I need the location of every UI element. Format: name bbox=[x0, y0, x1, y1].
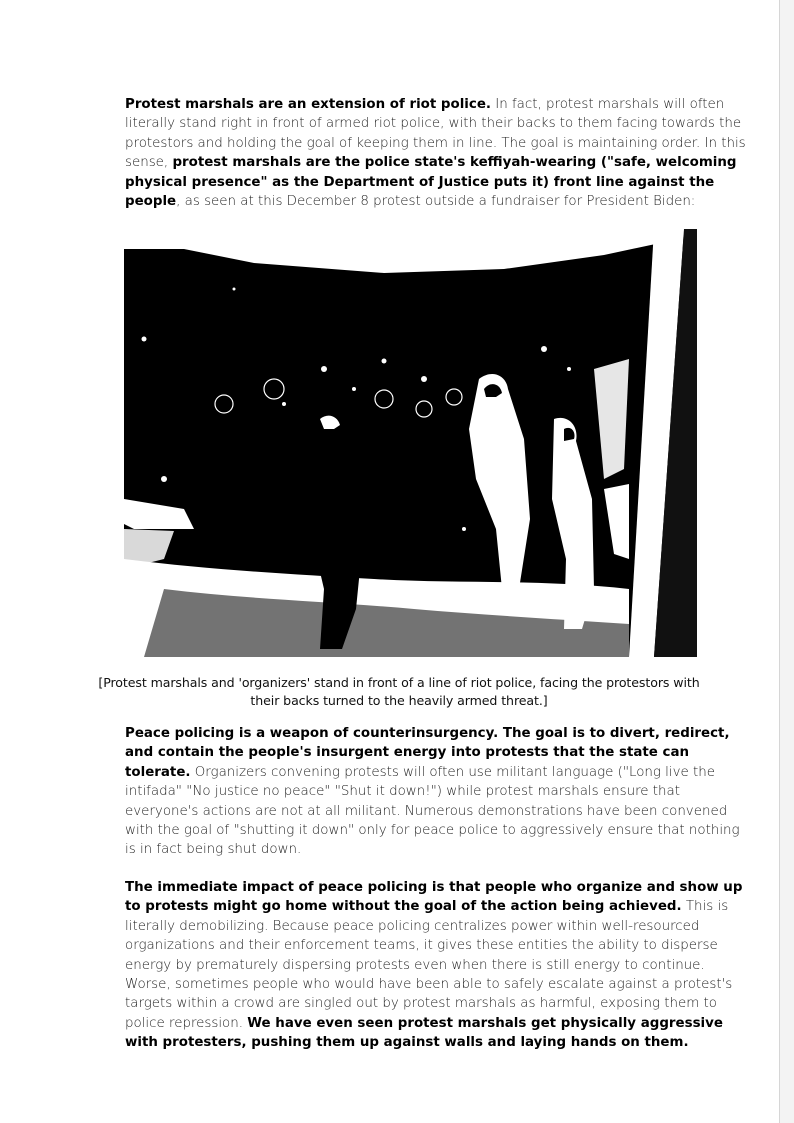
paragraph-1-bold-1: Protest marshals are an extension of riot police. bbox=[125, 97, 492, 112]
protest-photo bbox=[124, 229, 697, 657]
paragraph-immediate-impact bbox=[125, 878, 753, 1053]
page-edge bbox=[779, 0, 794, 1123]
paragraph-2-bold: Peace policing is a weapon of counterinsurgency. The goal is to divert, redirect, and contain the people's insurgent energy into protests that the state can tolerate. bbox=[125, 726, 730, 780]
photo-caption: [Protest marshals and 'organizers' stand in front of a line of riot police, facing the protestors with their backs turned to the heavily armed threat.] bbox=[98, 675, 700, 708]
paragraph-3-text: This is literally demobilizing. Because peace policing centralizes power within well-resourced organizations and their enforcement teams, it gives these entities the ability to disperse energy by prematurely dispersing protests even when there is still energy to continue. Worse, sometimes people who would have been able to safely escalate against a protest's targets within a crowd are singled out by protest marshals as harmful, exposing them to police repression. bbox=[125, 899, 733, 1031]
paragraph-protest-marshals bbox=[125, 95, 753, 211]
paragraph-1-bold-2: protest marshals are the police state's keffiyah-wearing ("safe, welcoming physical presence" as the Department of Justice puts it) front line against the people bbox=[125, 155, 737, 210]
paragraph-2-text: Organizers convening protests will often use militant language ("Long live the intifada" "No justice no peace" "Shut it down!") while protest marshals ensure that everyone's actions are not at all militant. Numerous demonstrations have been convened with the goal of "shutting it down" only for peace police to aggressively ensure that nothing is in fact being shut down. bbox=[125, 764, 740, 858]
paragraph-1-text-1: In fact, protest marshals will often literally stand right in front of armed riot police, with their backs to them facing towards the protestors and holding the goal of keeping them in line. The goal is maintaining order. In this sense, bbox=[125, 97, 746, 171]
paragraph-3-bold-end: We have even seen protest marshals get physically aggressive with protesters, pushing them up against walls and laying hands on them. bbox=[125, 1015, 723, 1051]
paragraph-1-text-2: , as seen at this December 8 protest outside a fundraiser for President Biden: bbox=[176, 194, 696, 210]
paragraph-peace-policing bbox=[125, 724, 753, 860]
paragraph-3-bold: The immediate impact of peace policing is that people who organize and show up to protests might go home without the goal of the action being achieved. bbox=[125, 880, 743, 915]
protest-photo-image bbox=[124, 229, 697, 657]
